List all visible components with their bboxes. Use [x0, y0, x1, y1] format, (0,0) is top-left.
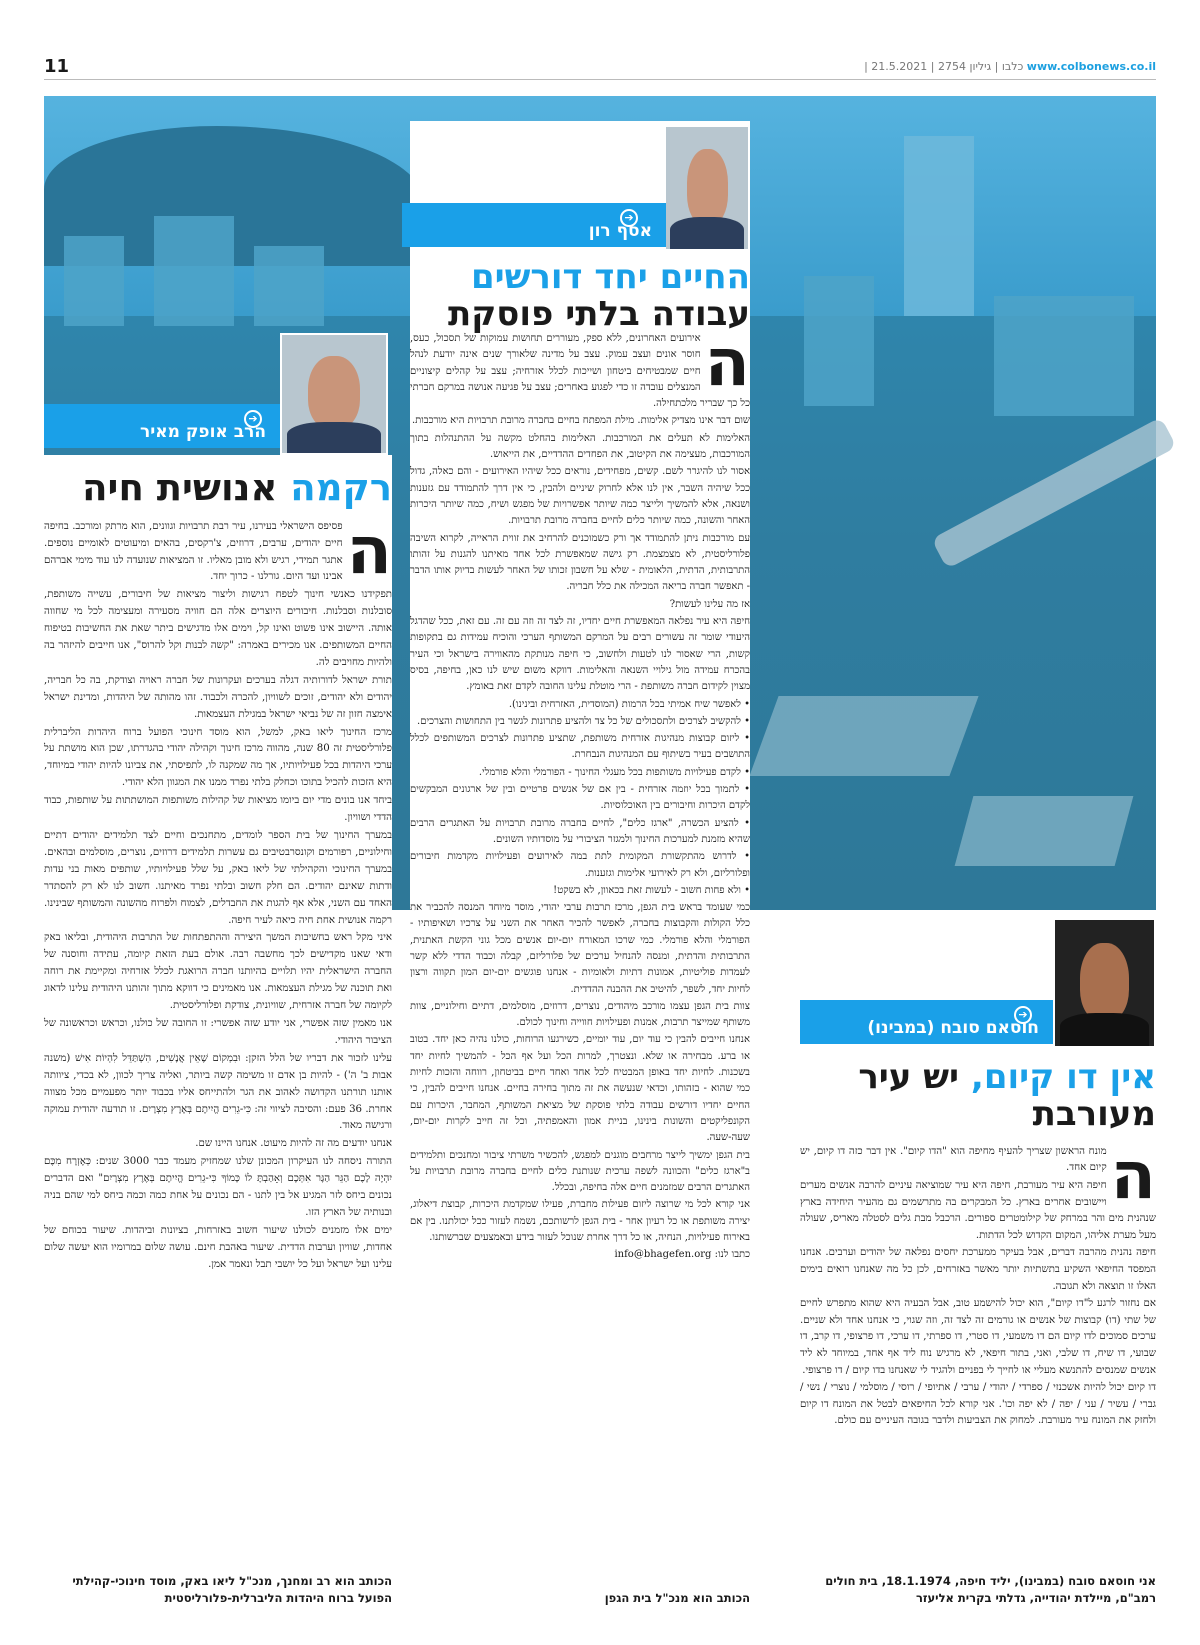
page-number: 11 [44, 56, 70, 77]
publication-details: | כלבו | גיליון 2754 | 21.5.2021 [864, 60, 1024, 73]
contact-label: כתבו לנו: [714, 1249, 750, 1261]
tower-building [904, 136, 974, 316]
author-credit: אני חוסאם סובח (במבינו), יליד חיפה, 18.1.1974, בית חולים רמב"ם, מיילדת יהודייה, גדלתי בקרית אליעזר [825, 1574, 1156, 1605]
building [64, 236, 124, 326]
paragraph: פסיפס הישראלי בעירנו, עיר רבת תרבויות וגוונים, הוא מרתק ומורכב. בחיפה חיים יהודים, ערבים, דרוזים, צ'רקסים, בהאים ומיעוטים לאומיים נוספים. אתגר תמידי, רגיש ולא מובן מאליו. זו המציאות שנועדה לנו עוד מימי אברהם אבינו ועד היום. גורלנו - כרוך יחד. [44, 520, 343, 583]
contact-email[interactable]: info@bhagefen.org [614, 1249, 712, 1261]
left-article-body [44, 511, 393, 1274]
bullet-text: לדרוש מהתקשורת המקומית לתת במה לאירועים ופעילויות מקדמות חיבורים ופלורליזם, ולא רק לאירועי אלימות וגזענות. [410, 851, 750, 879]
right-article-body [800, 1136, 1156, 1430]
elevated-road [931, 417, 1177, 569]
title-line-2: מעורבת [1032, 1094, 1156, 1135]
paragraph: תורת ישראל לדורותיה דגלה בערכים ועקרונות של חברה ראויה וצודקת, בה כל חבריה, יהודים ולא יהודים, זוכים לשוויון, להכרה ולכבוד. זהו מהותה של היהדות, ומדינת ישראל אימצה חזון זה של נביאי ישראל במגילת העצמאות. [44, 674, 392, 720]
center-article-title [410, 259, 750, 334]
paragraph: אני קורא לכל מי שרוצה ליזום פעילות מחברת, פעילו שמקדמת היכרות, קבוצת דיאלוג, יצירה משותפת או כל רעיון אחר - בית הגפן לרשותכם, נשמח לעזור ככל יכולתנו. בין אם באירוח פעילויות, הנחיה, או כל דרך אחרת שנוכל לעזור בידע ובאמצעים שברשותנו. [410, 1199, 750, 1244]
bullet-text: להקשיב לצרכים ולתסכולים של כל צד ולהציע פתרונות לגשר בין התחושות והצרכים. [417, 715, 741, 727]
right-article-title [800, 1059, 1156, 1134]
paragraph: אנו מאמין שזה אפשרי, אני יודע שזה אפשרי: זו החובה של כולנו, וכראש וכראשונה של הציבור היהודי. [44, 1017, 392, 1046]
arrow-right-icon: ➔ [620, 209, 638, 227]
bullet-item: • ולא פחות חשוב - לעשות זאת בכאוון, לא בשקט! [553, 884, 750, 896]
author-name: אסף רון [588, 221, 652, 241]
author-photo-asaf [664, 125, 750, 251]
rooftop [955, 796, 1134, 866]
paragraph: ביחד אנו בונים מדי יום ביומו מציאות של קהילות משותפות המושתתות על שותפות, כבוד הדדי ושוויון. [44, 795, 392, 824]
left-article [44, 455, 392, 1615]
drop-cap: ה [346, 511, 392, 589]
bullet-item: • ליזום קבוצות מנהיגות אזרחית משותפת, שתציע פתרונות לצרכים המשותפים לכלל התושבים בעיר בשיתוף עם המנהיגות הנבחרת. [410, 733, 751, 761]
author-credit: הכותב הוא מנכ"ל בית הגפן [604, 1591, 750, 1605]
face [308, 356, 360, 429]
paragraph: ימים אלו מזמנים לכולנו שיעור חשוב באזרחות, בציונות וביהדות. שיעור בכוחם של אחדות, שוויון וערבות הדדית. שיעור באהבת חינם. עושה שלום במרומיו הוא יעשה שלום עלינו ועל ישראל ועל כל יושבי תבל ונאמר אמן. [44, 1224, 392, 1270]
title-line-2: עבודה בלתי פוסקת [447, 294, 750, 335]
bullet-text: לתמוך בכל יוזמה אזרחית - בין אם של אנשים פרטיים ובין של ארגונים המבקשים לקדם היכרות וחיבורים בין האוכלוסיות. [410, 784, 750, 812]
building [994, 296, 1134, 416]
building [154, 216, 234, 326]
author-name: הרב אופק מאיר [140, 422, 266, 442]
paragraph: אסור לנו להיגרר לשם. קשים, מפחידים, נוראים ככל שיהיו האירועים - והם כאלה, גדול ככל שיהיה השבר, אין לנו אלא לחרוק שיניים ולהבין, כי אין דרך להתמודד עם גזענות ושנאה, אלא להמשיך ולייצר כמה שיותר אפשרויות של מפגש ושיח, כמה שיותר היכרות האחר והשונה, כמה שיותר כלים לחיים בחברה מרובת תרבויות. [410, 466, 750, 527]
paragraph: התורה ניסחה לנו העיקרון המכונן שלנו שמחזיק מעמד כבר 3000 שנים: כְּאֶזְרָח מִכֶּם יִהְיֶה לָכֶם הַגֵּר הַגָּר אִתְּכֶם וְאָהַבְתָּ לוֹ כָּמוֹךָ כִּי-גֵרִים הֱיִיתֶם בְּאֶרֶץ מִצְרָיִם" ואם הדברים נכונים ביחס לזר המגיע אל בין לתנו - הם נכונים על אחת כמה וכמה ביחס למי שהם בניה ובנותיה של הארץ הזו. [44, 1156, 393, 1218]
paragraph: אם נחזור לרגע ל"דו קיום", הוא יכול להישמע טוב, אבל הבעיה היא שהוא מתפרש לחיים של שתי (דו) קבוצות של אנשים או גורמים זה לצד זה, וזה שגוי, כי אנחנו אחד ולא שניים. ערכים סמוכים לדו קיום הם דו משמעי, דו סטרי, דו ספרתי, דו ערכי, דו פרצופי, דו קרב, דו שבועי, דו שיח, דו שלבי, ואני, בתור חיפאי, לא מרגיש נוח ליד אף אחד, במיוחד לא ליד אנשים שמנסים להתנשא מעליי או לחייך לי בפניים ולהגיד לי שאנחנו בדו קיום / דו פרצופי. [800, 1298, 1156, 1376]
drop-cap: ה [1110, 1136, 1156, 1214]
arrow-right-icon: ➔ [244, 410, 262, 428]
author-name: חוסאם סובח (במבינו) [867, 1018, 1039, 1038]
paragraph: חיפה היא עיר נפלאה המאפשרת חיים יחדיו, זה לצד זה וזה עם זה. עם זאת, ככל שהדגל היעודי שומר זה עשורים רבים על המרקם המשותף הערכי והוכיח עמידות גם בתקופות קשות, הרי שאסור לנו לטעות ולחשוב, כי חיפה מנותקת מהאווירה בישראל וכי העיר בהכרח עמידה מול גילויי השנאה והאלימות. דווקא משום שיש לנו כאן, בחיפה, בסיס מצוין לקידום חברה משותפת - הרי מוטלת עלינו החובה לקדם זאת באומץ. [410, 616, 750, 693]
paragraph: חיפה נהנית מהרבה דברים, אבל בעיקר ממערכת יחסים נפלאה של יהודים וערבים. אנחנו המפסד החיפאי השקיע בתשתיות יותר מאשר באזרחים, לכן כל מה שאנחנו רואים בימים האלו זו תוצאה ולא תגובה. [800, 1247, 1156, 1292]
paragraph: תפקידנו כאנשי חינוך לטפח רגישות וליצור מציאות של חיבורים, עשייה משותפת, סובלנות וסבלנות. חיבורים היוצרים אלה הם חוויה מסעירה ומעצימה לכל מי שחווה אותה. היישוב אינו פשוט ואינו קל, וימים אלו מדגישים ביתר שאת את החשיבות בטיפוח החיים המשותפים. אנו מכירים באמרה: "קשה לבנות וקל להרוס", אנו חייבים להיזהר בה ולהיות מחויבים לה. [44, 589, 392, 668]
author-photo-ofek [280, 333, 388, 455]
title-text: יש עיר [858, 1057, 960, 1097]
bullet-item: • לאפשר שיח אמיתי בכל הרמות (המוסדית, האזרחית ובינינו). [508, 698, 750, 710]
paragraph: אנחנו יודעים מה זה להיות מיעוט. אנחנו היינו שם. [195, 1138, 392, 1150]
bullet-text: ולא פחות חשוב - לעשות זאת בכאוון, לא בשקט! [553, 884, 741, 896]
paragraph: צוות בית הגפן עצמו מורכב מיהודים, נוצרים, דרוזים, מוסלמים, דתיים וחילוניים, צוות משותף שמייצר תרבות, אמנות ופעילויות חווייה וחינוך לכולם. [410, 1000, 750, 1029]
face [1080, 943, 1130, 1021]
paragraph: חיפה היא עיר מעורבת, חיפה היא עיר שמוציאה עיניים להרבה אנשים מערים ויישובים אחרים בארץ. כל המבקרים בה מתרשמים גם מהעיר היחידה בארץ שנהנית מים והר במרחק של קילומטרים ספורים. הרכבל מבת גלים לסטלה מאריס, שעולה מעל מערת אליהו, המקום הקדוש לכל הדתות. [800, 1179, 1156, 1241]
arrow-right-icon: ➔ [1014, 1006, 1032, 1024]
paragraph: האלימות לא תעלים את המורכבות. האלימות בהחלט מקשה על ההתנהלות בתוך המורכבות, מעצימה את הקיטוב, את הפחדים ההדדיים, את הייאוש. [410, 432, 750, 461]
author-tag-left [44, 404, 280, 448]
page-header [44, 56, 1156, 80]
author-credit: הכותב הוא רב ומחנך, מנכ"ל ליאו באק, מוסד חינוכי-קהילתי הפועל ברוח היהדות הליברלית-פלורליסטית [72, 1574, 392, 1605]
center-article [410, 121, 750, 1615]
title-highlight: אין דו קיום, [970, 1057, 1156, 1097]
bullet-text: להציע הכשרה, "ארגז כלים", לחיים בחברה מרובת תרבויות על האתגרים הרבים שהיא מזמנת למערכות החינוך ולמגזר הציבורי על מוסדותיו השונים. [410, 817, 750, 845]
bullet-text: ליזום קבוצות מנהיגות אזרחית משותפת, שתציע פתרונות לצרכים המשותפים לכלל התושבים בעיר בשיתוף עם המנהיגות הנבחרת. [410, 733, 750, 761]
site-link[interactable]: www.colbonews.co.il [1026, 60, 1156, 73]
title-highlight: רקמה [290, 466, 392, 509]
bullet-item: • להקשיב לצרכים ולתסכולים של כל צד ולהציע פתרונות לגשר בין התחושות והצרכים. [417, 715, 750, 727]
drop-cap: ה [704, 324, 750, 401]
right-article [800, 1049, 1156, 1615]
title-line-1: החיים יחד דורשים [470, 257, 750, 297]
rooftop [749, 696, 978, 776]
left-article-title [44, 468, 392, 509]
building [804, 276, 874, 406]
bullet-item: • להציע הכשרה, "ארגז כלים", לחיים בחברה מרובת תרבויות על האתגרים הרבים שהיא מזמנת למערכות החינוך ולמגזר הציבורי על מוסדותיו השונים. [410, 817, 751, 845]
paragraph: עם מורכבות ניתן להתמודד אך ורק כשמוכנים להרחיב את זווית הראייה, לקרוא השיבה פלורליסטית, לא מצמצמת. רק גישה שמאפשרת לכל אחד מאיתנו להגנות על זהותו התרבותית, הדתית, הלאומית - שלא על חשבון זכותו של האחר לעשות בדיוק אותו הדבר - תאפשר חברה בריאה המכילה את כלל חבריה. [410, 532, 750, 593]
author-photo-hussam [1053, 918, 1156, 1048]
bullet-item: • לקדם פעילויות משותפות בכל מעגלי החינוך - הפורמלי והלא פורמלי. [478, 766, 750, 778]
author-tag-center [402, 203, 666, 247]
shirt [287, 422, 381, 453]
paragraph: כמי שעומד בראש בית הגפן, מרכז תרבות ערבי יהודי, מוסד מיוחד המנסה להכביר את כלל הקולות והקבוצות בחברה, לאפשר להכיר האחר את השני על צרכיו ושאיפותיו - הפורמלי והלא פורמלי. כמי שרכו המאורח יום-יום אנשים מכל גוני הקשת האתנית, התרבותית והדתית, ומנסה להנחיל ערכים של פלורליזם, קבלה וכבוד הדדי ללא קשר לעמדות פוליטיות, אמונות דתיות ולאומיות - אנחנו פוגשים יום-יום המון תקווה ורצון לחיות יחד, לשפר, להיטיב את ההבנה ההדדית. [410, 902, 750, 995]
bullet-item: • לתמוך בכל יוזמה אזרחית - בין אם של אנשים פרטיים ובין של ארגונים המבקשים לקדם היכרות וחיבורים בין האוכלוסיות. [410, 784, 750, 812]
paragraph: שום דבר אינו מצדיק אלימות. מילת המפתח בחיים בחברה מרובת תרבויות היא מורכבות. [411, 415, 750, 427]
paragraph: בית הגפן ימשיך לייצר מרחבים מוגנים למפגש, להכשיר משרתי ציבור ומחנכים ותלמידים ב"ארגז כלים" והכוונה לשפה ערכית שנותנת כלים לחיים בחברה מרובת תרבויות על האתגרים הרבים שמזמנים חיים אלה בחיפה, ובכלל. [410, 1149, 750, 1194]
paragraph: אנחנו חייבים להבין כי עוד יום, עוד יומיים, כשירגעו הרוחות, כולנו נהיה כאן יחד. בטוב או ברע. מבחירה או שלא. ונצטרך, למרות הכל ועל אף הכל - להמשיך לחיות יחד בשכנות. לחיות יחד באופן המבטיח לכל אחד ואחד חיים בביטחון, רווחה והזכות לחיות כמי שהוא - בזהותו, וכדאי שנעשה את זה מתוך בחירה בחיים. אנחנו חייבים להבין, כי החיים יחדיו דורשים עבודה בלתי פוסקת של מציאת המשותף, המחבר, היכרות עם הקונפליקטים והשונות בינינו, בניית אמון והאמפתיה, וכל זה חייב לקרות יום-יום, שעה-שעה. [410, 1034, 750, 1144]
bullet-item: • לדרוש מהתקשורת המקומית לתת במה לאירועים ופעילויות מקדמות חיבורים ופלורליזם, ולא רק לאירועי אלימות וגזענות. [410, 851, 750, 879]
title-line-1 [800, 1059, 1156, 1096]
title-text: אנושית חיה [82, 466, 278, 509]
paragraph: דו קיום יכול להיות אשכנזי / ספרדי / יהודי / ערבי / אתיופי / רוסי / מוסלמי / נוצרי / נשי / גברי / עשיר / עני / יפה / לא יפה וכו'. אני קורא לכל החיפאים לבטל את המונח דו קיום ולחזק את המונח עיר מעורבת. למחוק את הצביעות ולדבר בגובה העיניים עם כולם. [800, 1382, 1156, 1427]
paragraph: במערך החינוך של בית הספר לומדים, מתחנכים וחיים לצד תלמידים יהודים דתיים וחילוניים, רפורמים וקונסרבטיבים גם עשרות תלמידים דרוזים, נוצרים, מוסלמים ובהאים. במערך החינוכי והקהילתי של ליאו באק, על שלל פעילויותיו, שותפים מאות בני עדות ודתות שאינם יהודים. הם חלק חשוב ובלתי נפרד מאיתנו. חשוב לנו לא רק להסתדר האחד עם השני, אלא אף להגות את החבדלים, לצמוח ולפרוח מהשונה והמשותף שבינינו. רקמה אנושית אחת חיה כיאה לעיר חיפה. [44, 830, 392, 926]
building [254, 246, 324, 326]
center-article-body [410, 324, 751, 1265]
bullet-text: לקדם פעילויות משותפות בכל מעגלי החינוך - הפורמלי והלא פורמלי. [478, 766, 741, 778]
publication-info [864, 60, 1156, 73]
paragraph: מונח הראשון שצריך להעיף מחיפה הוא "הדו קיום". אין דבר כזה דו קיום, יש קיום אחד. [800, 1145, 1107, 1174]
paragraph: אז מה עלינו לעשות? [669, 598, 750, 610]
bullet-text: לאפשר שיח אמיתי בכל הרמות (המוסדית, האזרחית ובינינו). [508, 698, 741, 710]
face [687, 149, 728, 225]
author-tag-right [800, 1000, 1053, 1044]
contact-line [410, 1247, 750, 1263]
paragraph: אירועים האחרונים, ללא ספק, מעוררים תחושות עמוקות של תסכול, כעס, חוסר אונים ועצב עמוק. עצב על מדינה שלאורך שנים אינה יודעת לנהל חיים שמבטיחים ביטחון ושייכות לכלל אזרחיה; עצב על קהלים קיצוניים המנצלים עובדה זו כדי לפגוע באחרים; עצב על פגיעה אנושה במרקם חברתי כל כך שבריר מלכתחילה. [410, 333, 750, 410]
shirt [1060, 1013, 1149, 1046]
paragraph: עלינו לזכור את דבריו של הלל הזקן: וּבִמְקוֹם שֶׁאֵין אֲנָשִׁים, הִשְׁתַּדֵּל לִהְיוֹת אִישׁ (משנה אבות ב' ה') - להיות בן אדם זו משימה קשה ביותר, ואליה צריך לכוון, לא בכדי, ציוותה אותנו תורתנו הקדושה לאהוב את הגר ולהתייחס אליו בכבוד יותר מפעמיים מכל מצווה אחרת. 36 פעם: והסיבה לציווי זה: כִּי-גֵרִים הֱיִיתֶם בְּאֶרֶץ מִצְרָיִם. זו תודעה יהודית עמוקה ורגישה מאוד. [44, 1052, 392, 1132]
shirt [670, 217, 744, 249]
paragraph: איני מקל ראש בחשיבות המשך היצירה וההתפתחות של התרבות היהודית, ובליאו באק ודאי שאנו מקדישים לכך מחשבה רבה. אולם בעת הזאת קיומה, עתידה וחוסנה של החברה הישראלית יהיו תלויים בהיותנו חברה הרואגת לכלל אזרחיה ומקיימת את רוחה ואת תוכנה של מגילת העצמאות. אנו מאמינים כי דווקא מתוך זהותנו היהודית עלינו לדאוג לקיומה של חברה אזרחית, שוויונית, צודקת ופלורליסטית. [44, 932, 392, 1012]
paragraph: מרכז החינוך ליאו באק, למשל, הוא מוסד חינוכי הפועל ברוח היהדות הליברלית פלורליסטית זה 80 שנה, מהווה מרכז חינוך וקהילה יהודי בהגדרתו, שכן הוא מושתת על ערכי היהדות בכל פעילויותיו, אך מה שמקנה לו, לתפיסתי, את צביונו להיות יהודי במיוחד, היא הזכות להכיל בתוכו וכחלק בלתי נפרד ממנו את המגוון הלא יהודי. [44, 726, 392, 789]
